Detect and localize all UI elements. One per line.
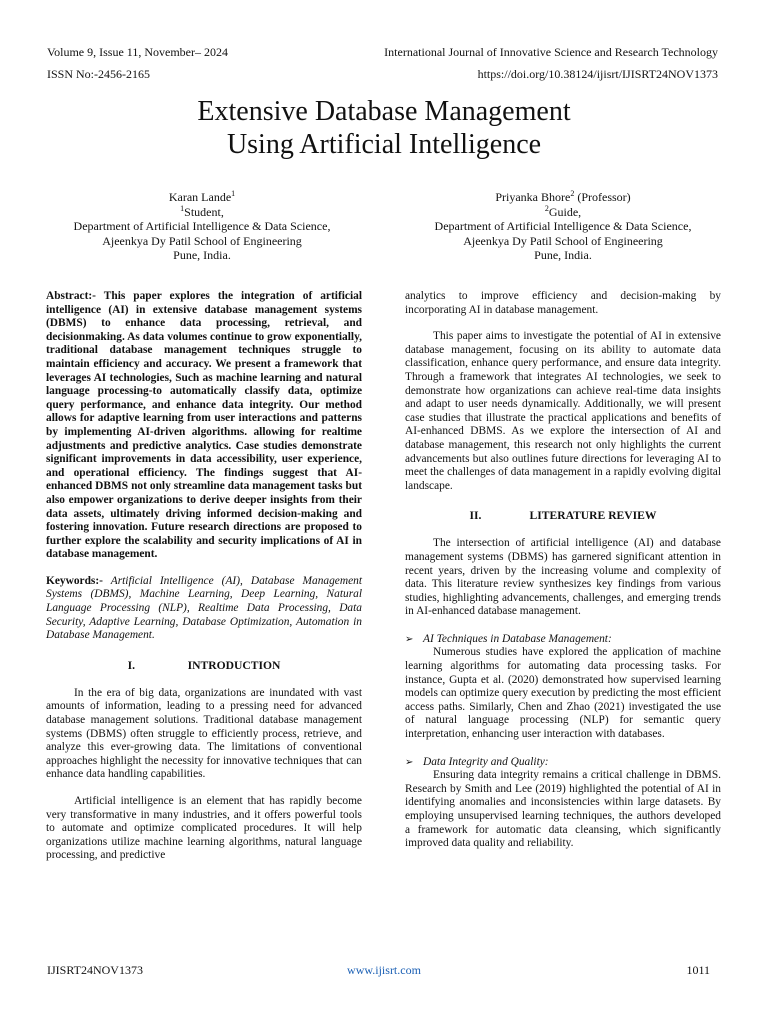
section-heading-literature-review: II. LITERATURE REVIEW xyxy=(469,509,657,523)
author-school: Ajeenkya Dy Patil School of Engineering xyxy=(102,233,302,248)
author-role: $^1$Student, xyxy=(180,203,224,219)
author-school: Ajeenkya Dy Patil School of Engineering xyxy=(463,233,663,248)
keywords-label: Keywords:- xyxy=(46,574,103,587)
subsection-data-integrity: ➢ Data Integrity and Quality: xyxy=(405,755,549,768)
author-city: Pune, India. xyxy=(534,248,592,262)
intro-paragraph-2: Artificial intelligence is an element that has rapidly become very transformative in many industries, and it offers powerful tools to automate and optimize complicated procedures. It will help organizations utilize machine learning algorithms, natural language processing, and predictive xyxy=(46,795,362,862)
footer-article-code: IJISRT24NOV1373 xyxy=(47,963,143,977)
intro-paragraph-2-continued: analytics to improve efficiency and decision-making by incorporating AI in database management. xyxy=(405,290,721,316)
title-line-2: Using Artificial Intelligence xyxy=(226,129,542,160)
literature-paragraph-1: The intersection of artificial intelligence (AI) and database management systems (DBMS) has garnered significant attention in recent years, driven by the increasing volume and complexity of data. This literature review synthesizes key findings from various studies, highlighting advancements, challenges, and emerging trends in AI-enhanced database management. xyxy=(405,537,721,618)
author-block-2 xyxy=(413,190,713,263)
author-city: Pune, India. xyxy=(173,248,231,262)
subsection-ai-techniques: ➢ AI Techniques in Database Management: xyxy=(405,632,612,645)
header-volume: Volume 9, Issue 11, November– 2024 xyxy=(47,45,228,59)
author-department: Department of Artificial Intelligence & Data Science, xyxy=(73,219,331,233)
keywords xyxy=(46,575,362,643)
title-line-1: Extensive Database Management xyxy=(197,96,571,127)
footer-page-number: 1011 xyxy=(686,963,710,977)
right-column xyxy=(405,290,721,851)
header-journal: International Journal of Innovative Science and Research Technology xyxy=(384,45,718,59)
footer-website-link: www.ijisrt.com xyxy=(347,963,421,977)
intro-paragraph-3: This paper aims to investigate the potential of AI in extensive database management, focusing on its ability to automate data classification, enhance query performance, and ensure data integrity. Through a framework that integrates AI technologies, we seek to demonstrate how organizations can achieve real-time data insights and adapt to user needs dynamically. Additionally, we will present case studies that illustrate the practical applications and benefits of AI-enhanced DBMS. As we explore the intersection of AI and database management, this research not only highlights the current advancements but also outlines future directions for leveraging AI to meet the challenges of data management in a rapidly evolving digital landscape. xyxy=(405,330,721,492)
section-heading-introduction: I. INTRODUCTION xyxy=(127,658,281,672)
paper-title xyxy=(0,95,768,161)
arrow-bullet-icon: ➢ xyxy=(405,756,414,768)
subsection-data-integrity-text: Ensuring data integrity remains a critical challenge in DBMS. Research by Smith and Lee (2019) highlighted the potential of AI in identifying anomalies and inconsistencies within large datasets. By employing unsupervised learning techniques, the authors developed a framework for automatic data cleansing, which significantly improved data quality and reliability. xyxy=(405,769,721,850)
header-issn: ISSN No:-2456-2165 xyxy=(47,67,151,81)
intro-paragraph-1: In the era of big data, organizations are inundated with vast amounts of information, leading to a pressing need for advanced database management solutions. Traditional database management systems (DBMS) often struggle to efficiently process, retrieve, and analyze this ever-growing data. The limitations of conventional approaches highlight the necessity for innovative techniques that can enhance data handling capabilities. xyxy=(46,686,362,781)
author-department: Department of Artificial Intelligence & Data Science, xyxy=(434,219,692,233)
author-name: Karan Lande$^1$ xyxy=(168,189,236,204)
author-role: $^2$Guide, xyxy=(544,203,582,219)
abstract: Abstract:- This paper explores the integration of artificial intelligence (AI) in extensive database management systems (DBMS) to enhance data processing, retrieval, and decisionmaking. As data volumes continue to grow exponentially, traditional database management techniques struggle to maintain efficiency and accuracy. We present a framework that leverages AI technologies, Such as machine learning and natural language processing-to automatically classify data, optimize query performance, and enhance data integrity. Our method allows for adaptive learning from user interactions and patterns by implementing AI-driven algorithms. allowing for realtime adjustments and predictive analytics. Case studies demonstrate significant improvements in data accessibility, user experience, and operational efficiency. The findings suggest that AI-enhanced DBMS not only streamline data management tasks but also empower organizations to derive deeper insights from their data assets, ultimately driving informed decision-making and fostering innovation. Future research directions are proposed to further explore the scalability and security implications of AI in database management. xyxy=(46,290,362,561)
left-column xyxy=(46,290,362,863)
header-doi-link[interactable]: https://doi.org/10.38124/ijisrt/IJISRT24NOV1373 xyxy=(477,67,718,81)
author-block-1 xyxy=(52,190,352,263)
subsection-ai-techniques-text: Numerous studies have explored the application of machine learning algorithms for automating data processing tasks. For instance, Gupta et al. (2020) demonstrated how supervised learning models can optimize query execution by predicting the most efficient access paths. Similarly, Chen and Zhao (2021) investigated the use of natural language processing (NLP) for semantic query interpretation, enhancing user interaction with databases. xyxy=(405,646,721,741)
arrow-bullet-icon: ➢ xyxy=(405,633,414,645)
keywords-text: Artificial Intelligence (AI), Database Management Systems (DBMS), Machine Learning, Deep Learning, Natural Language Processing (NLP), Realtime Data Processing, Data Security, Adaptive Learning, Database Optimization, Automation in Database Management. xyxy=(46,574,362,642)
author-name: Priyanka Bhore$^2$ (Professor) xyxy=(495,189,631,204)
